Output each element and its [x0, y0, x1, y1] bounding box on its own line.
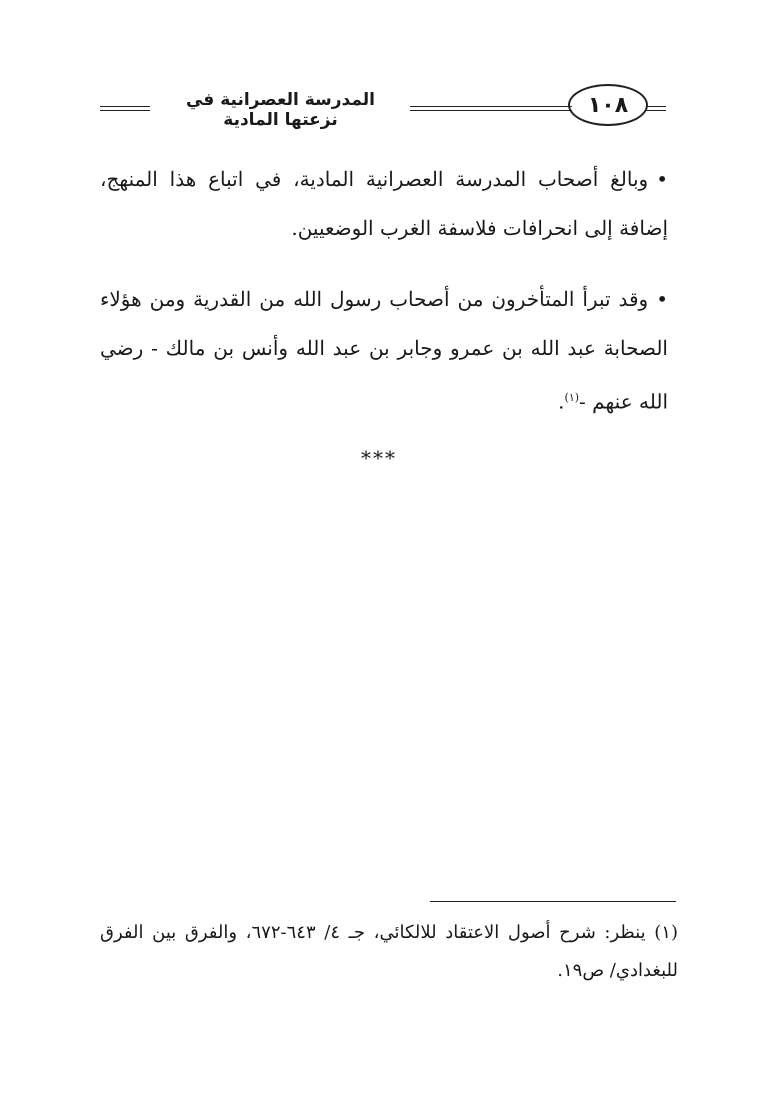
header-rule-middle	[410, 106, 572, 111]
section-separator: ***	[361, 446, 397, 470]
page-number: ١٠٨	[587, 92, 629, 118]
bullet-2: •	[656, 287, 668, 311]
paragraph-1-text: وبالغ أصحاب المدرسة العصرانية المادية، في اتباع هذا المنهج، إضافة إلى انحرافات فلاسفة الغرب الوضعيين.	[100, 167, 668, 240]
footnote-reference[interactable]: (١)	[564, 391, 580, 404]
paragraph-2	[100, 275, 668, 427]
page-header	[0, 80, 758, 140]
paragraph-2-text: وقد تبرأ المتأخرون من أصحاب رسول الله من القدرية ومن هؤلاء الصحابة عبد الله بن عمرو وجابر بن عبد الله وأنس بن مالك - رضي الله عنهم -	[100, 287, 668, 414]
footnote-rule	[430, 901, 676, 902]
header-title: المدرسة العصرانية في نزعتها المادية	[185, 90, 375, 130]
bullet-1: •	[656, 167, 668, 191]
header-rule-right	[646, 106, 666, 111]
footnote: (١) ينظر: شرح أصول الاعتقاد للالكائي، جـ ٤/ ٦٤٣-٦٧٢، والفرق بين الفرق للبغدادي/ ص١٩.	[100, 922, 678, 981]
page-number-oval	[568, 84, 648, 126]
paragraph-2-end: .	[558, 389, 565, 414]
paragraph-1	[100, 155, 668, 253]
header-rule-left	[100, 106, 150, 111]
